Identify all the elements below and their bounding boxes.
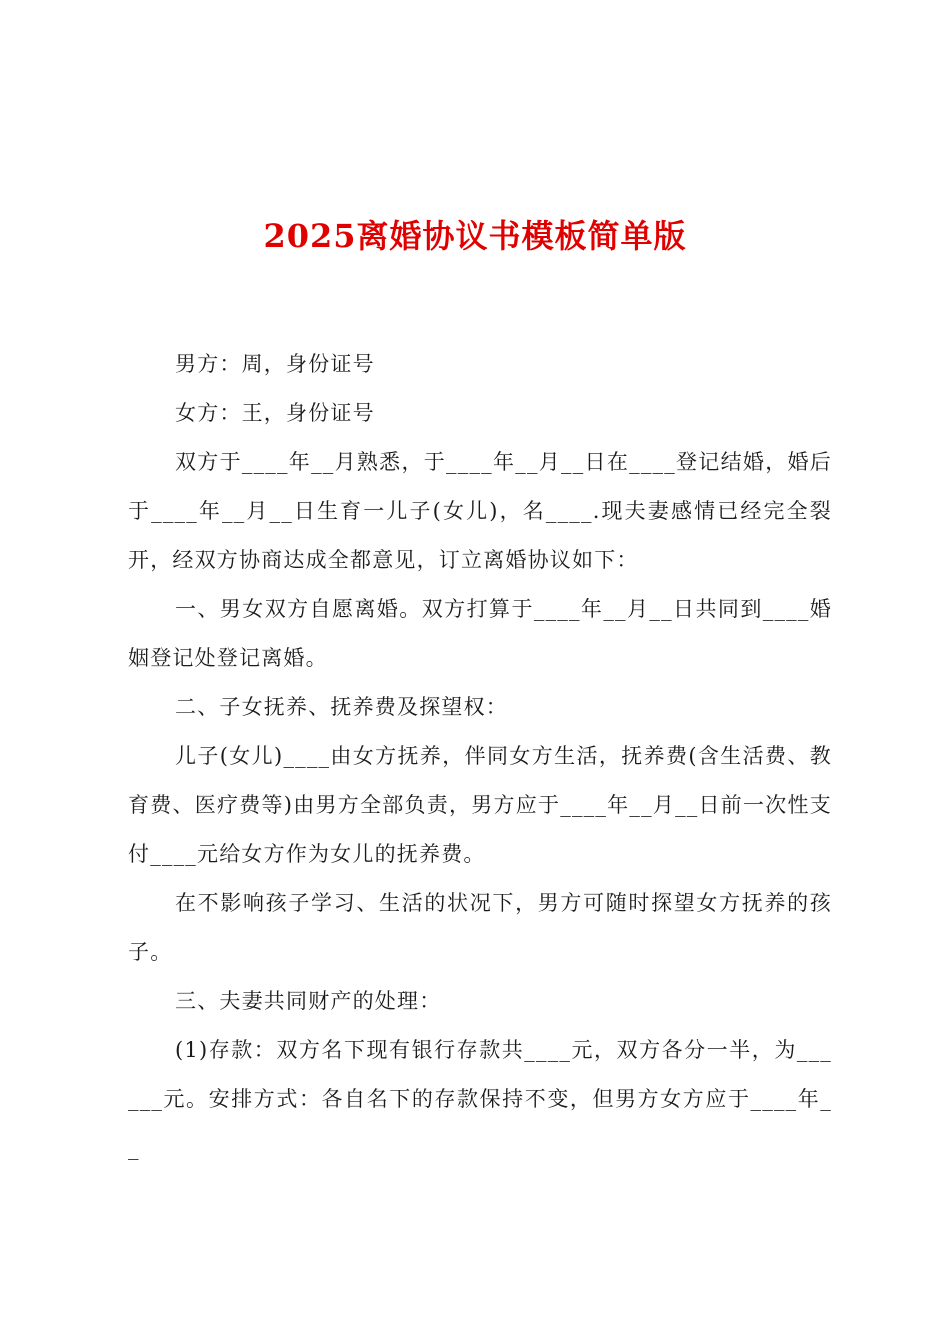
paragraph-clause-1-divorce: 一、男女双方自愿离婚。双方打算于____年__月__日共同到____婚姻登记处登记离婚。: [128, 597, 832, 670]
paragraph-clause-2-heading: 二、子女抚养、抚养费及探望权：: [175, 695, 508, 719]
paragraph-clause-3-heading: 三、夫妻共同财产的处理：: [175, 989, 442, 1013]
document-body: [128, 340, 832, 1173]
paragraph-male-party: 男方：周，身份证号: [175, 352, 375, 376]
paragraph-visitation: 在不影响孩子学习、生活的状况下，男方可随时探望女方抚养的孩子。: [128, 891, 832, 964]
page-title: 2025离婚协议书模板简单版: [263, 217, 687, 255]
paragraph-female-party: 女方：王，身份证号: [175, 401, 375, 425]
paragraph-savings: (1)存款：双方名下现有银行存款共____元，双方各分一半，为______元。安排方式：各自名下的存款保持不变，但男方女方应于____年__: [128, 1038, 832, 1160]
paragraph-marriage-background: 双方于____年__月熟悉，于____年__月__日在____登记结婚，婚后于____年__月__日生育一儿子(女儿)，名____.现夫妻感情已经完全裂开，经双方协商达成全都意见，订立离婚协议如下：: [128, 450, 832, 572]
paragraph-child-custody: 儿子(女儿)____由女方抚养，伴同女方生活，抚养费(含生活费、教育费、医疗费等)由男方全部负责，男方应于____年__月__日前一次性支付____元给女方作为女儿的抚养费。: [128, 744, 832, 866]
